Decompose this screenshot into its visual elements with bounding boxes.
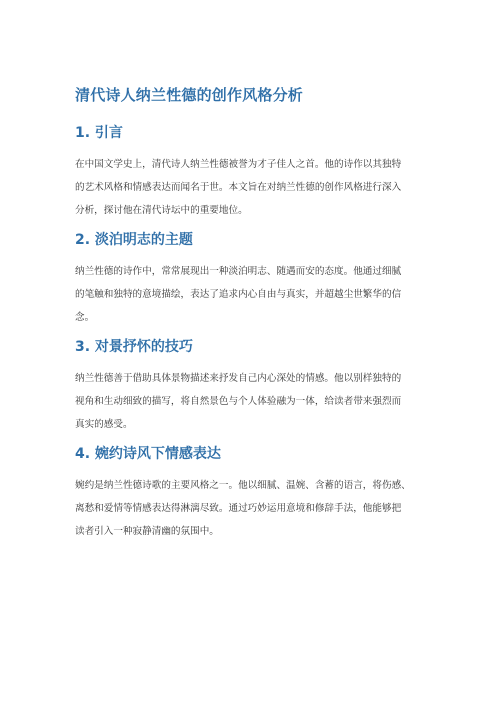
section-heading-3: 3. 对景抒怀的技巧 [75,339,193,355]
document-title: 清代诗人纳兰性德的创作风格分析 [75,86,304,104]
paragraph-line: 纳兰性德的诗作中，常常展现出一种淡泊明志、随遇而安的态度。他通过细腻 [75,266,402,277]
paragraph-line: 念。 [75,312,95,323]
section-paragraph-4 [75,474,435,543]
paragraph-line: 视角和生动细致的描写，将自然景色与个人体验融为一体，给读者带来强烈而 [75,396,402,407]
paragraph-line: 纳兰性德善于借助具体景物描述来抒发自己内心深处的情感。他以别样独特的 [75,373,402,384]
paragraph-line: 婉约是纳兰性德诗歌的主要风格之一。他以细腻、温婉、含蓄的语言，将伤感、 [75,480,411,491]
document-body [75,84,435,543]
paragraph-line: 的艺术风格和情感表达而闻名于世。本文旨在对纳兰性德的创作风格进行深入 [75,182,402,193]
section-paragraph-1 [75,153,435,222]
section-heading-1: 1. 引言 [75,125,123,141]
paragraph-line: 在中国文学史上，清代诗人纳兰性德被誉为才子佳人之首。他的诗作以其独特 [75,159,402,170]
section-paragraph-3 [75,367,435,436]
section-heading-2: 2. 淡泊明志的主题 [75,232,193,248]
paragraph-line: 离愁和爱情等情感表达得淋漓尽致。通过巧妙运用意境和修辞手法，他能够把 [75,503,402,514]
paragraph-line: 的笔触和独特的意境描绘，表达了追求内心自由与真实，并超越尘世繁华的信 [75,289,402,300]
section-heading-4: 4. 婉约诗风下情感表达 [75,446,221,462]
paragraph-line: 真实的感受。 [75,419,133,430]
paragraph-line: 分析，探讨他在清代诗坛中的重要地位。 [75,205,248,216]
section-paragraph-2 [75,260,435,329]
paragraph-line: 读者引入一种寂静清幽的氛围中。 [75,526,219,537]
